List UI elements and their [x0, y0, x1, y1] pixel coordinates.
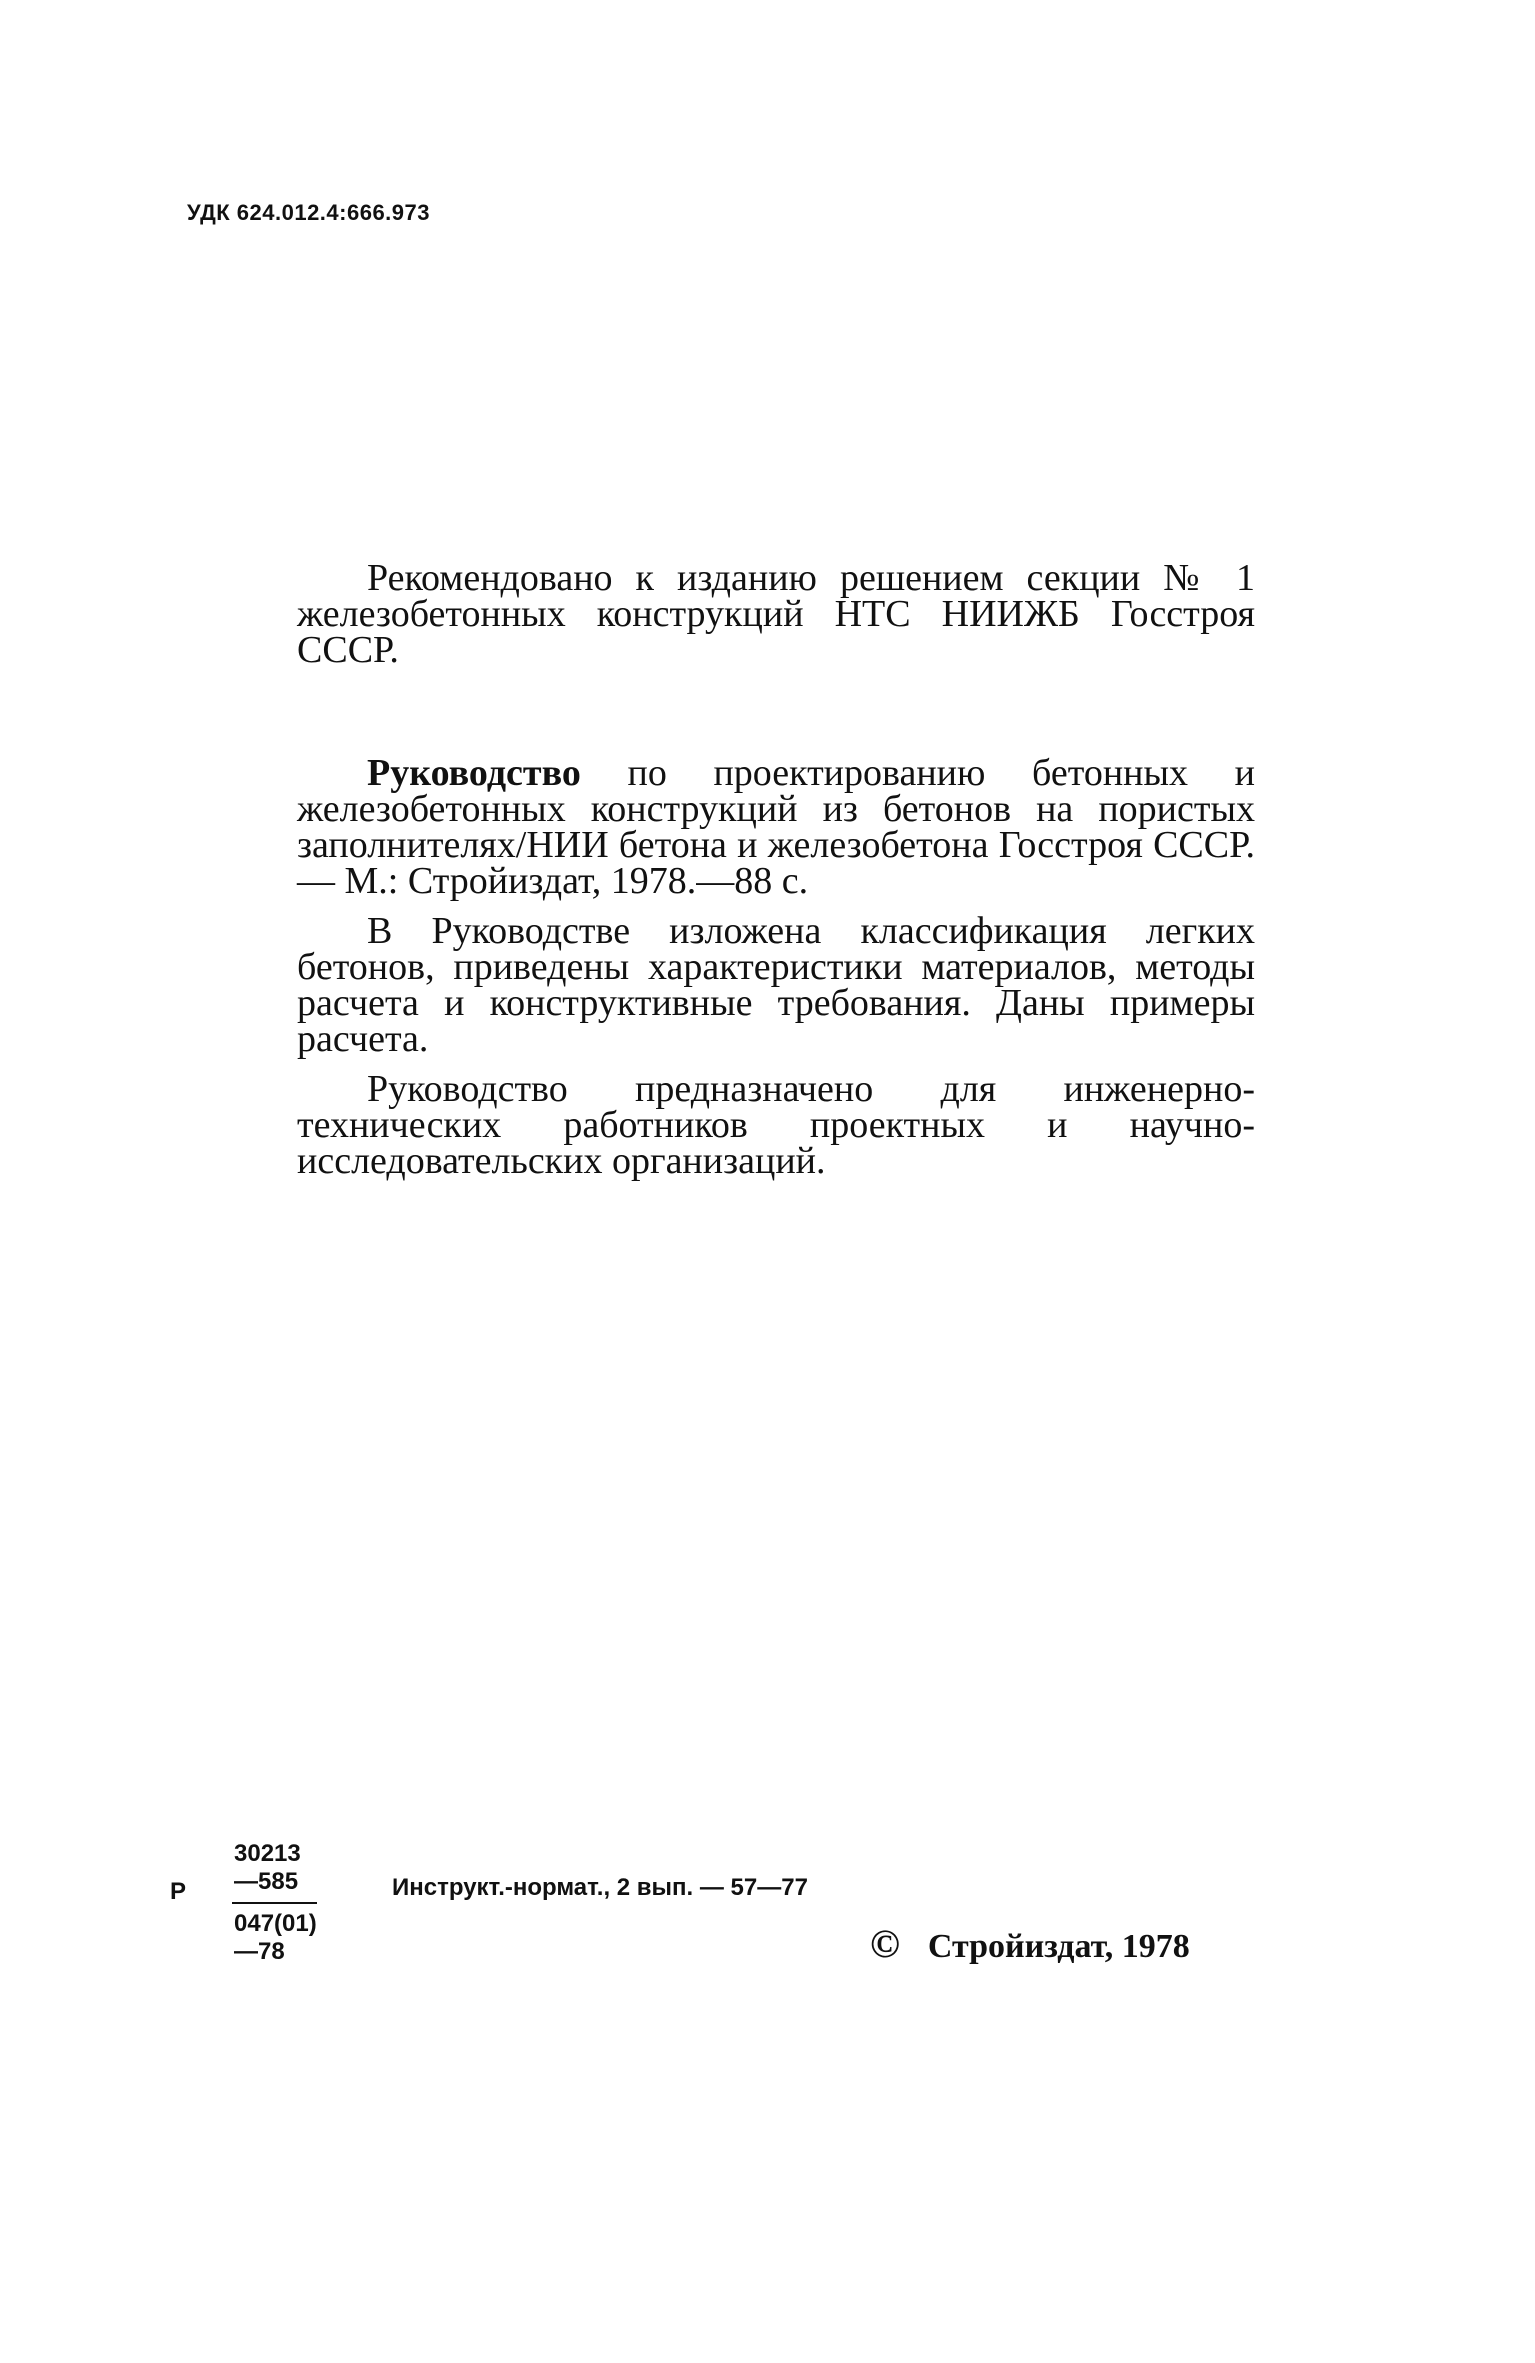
code-denominator: 047(01)—78 — [232, 1902, 317, 1966]
citation-body: по проектированию бетонных и железобетонных конструкций из бетонов на пористых заполнителях/НИИ бетона и железобетона Госстроя СССР. — М.: Стройиздат, 1978.—88 с. — [297, 752, 1255, 902]
summary-paragraph: В Руководстве изложена классификация легких бетонов, приведены характеристики материалов, методы расчета и конструктивные требования. Даны примеры расчета. — [297, 910, 1255, 1060]
code-fraction — [232, 1840, 317, 1966]
citation-lead: Руководство — [367, 752, 581, 794]
code-series: Инструкт.-нормат., 2 вып. — 57—77 — [392, 1874, 808, 1901]
copyright-icon: © — [870, 1921, 900, 1966]
bibliographic-citation — [297, 752, 1255, 902]
copyright-text: Стройиздат, 1978 — [927, 1928, 1190, 1965]
copyright-line — [870, 1920, 1190, 1967]
recommendation-note: Рекомендовано к изданию решением секции № 1 железобетонных конструкций НТС НИИЖБ Госстроя СССР. — [297, 557, 1255, 671]
code-letter: Р — [170, 1878, 187, 1905]
udc-code: УДК 624.012.4:666.973 — [187, 200, 431, 225]
annotation-block — [297, 752, 1255, 1193]
audience-paragraph: Руководство предназначено для инженерно-технических работников проектных и научно-исследовательских организаций. — [297, 1068, 1255, 1182]
code-numerator: 30213—585 — [234, 1840, 301, 1895]
